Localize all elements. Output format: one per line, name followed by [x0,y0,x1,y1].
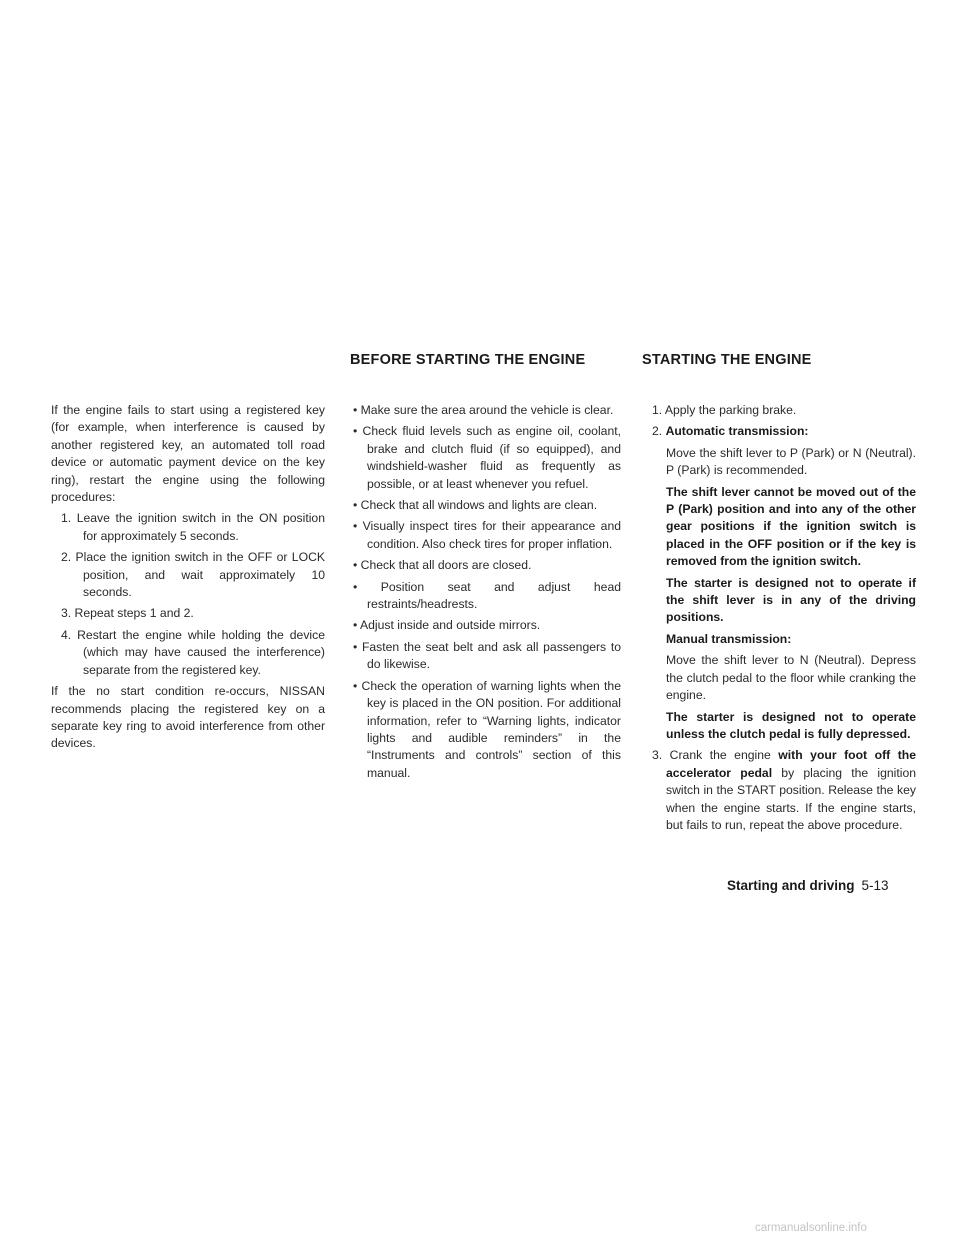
column-checklist [347,402,621,786]
list-item: • Visually inspect tires for their appearance and condition. Also check tires for proper inflation. [353,519,621,551]
list-item: • Check the operation of warning lights when the key is placed in the ON position. For additional information, refer to “Warning lights, indicator lights and audible reminders” in the “Instruments and controls” section of this manual. [353,678,621,780]
list-item: • Fasten the seat belt and ask all passengers to do likewise. [353,639,621,672]
automatic-transmission-text: Move the shift lever to P (Park) or N (Neutral). P (Park) is recommended. [666,445,916,478]
warning-starter-manual: The starter is designed not to operate unless the clutch pedal is fully depressed. [666,709,916,741]
list-item: • Make sure the area around the vehicle is clear. [353,403,614,417]
list-item [642,423,916,440]
list-item: 2. Place the ignition switch in the OFF or LOCK position, and wait approximately 10 seconds. [61,550,325,600]
intro-paragraph: If the engine fails to start using a registered key (for example, when interference is caused by another registered key, an automated toll road device or automatic payment device on the key ring), restart the engine using the following procedures: [51,403,325,505]
list-item: 1. Leave the ignition switch in the ON position for approximately 5 seconds. [61,511,325,543]
footer-section-title: Starting and driving [727,878,855,893]
list-item: • Adjust inside and outside mirrors. [353,618,541,633]
page-number: 5-13 [861,878,889,893]
list-item: 4. Restart the engine while holding the device (which may have caused the interference) separate from the registered key. [61,627,325,677]
manual-transmission-title: Manual transmission: [666,631,792,646]
heading-before-starting: BEFORE STARTING THE ENGINE [350,352,586,368]
automatic-transmission-title: Automatic transmission: [665,424,809,439]
list-item: • Check that all doors are closed. [353,558,532,573]
manual-transmission-text: Move the shift lever to N (Neutral). Depress the clutch pedal to the floor while cranking the engine. [666,653,916,703]
page-footer [727,878,889,893]
column-restart-procedure [51,402,325,757]
list-item: • Check that all windows and lights are clean. [353,498,598,513]
list-item: • Check fluid levels such as engine oil, coolant, brake and clutch fluid (if so equipped), and windshield-washer fluid as frequently as possible, or at least whenever you refuel. [353,424,621,491]
list-item: 1. Apply the parking brake. [652,403,797,417]
list-item [642,747,916,834]
list-item: • Position seat and adjust head restraints/headrests. [353,579,621,612]
warning-shift-lever: The shift lever cannot be moved out of the P (Park) position and into any of the other gear positions if the ignition switch is placed in the OFF position or if the key is removed from the ignition switch. [666,484,916,569]
step3-rest: by placing the ignition switch in the START position. Release the key when the engine starts. If the engine starts, but fails to run, repeat the above procedure. [666,765,916,832]
step3-prefix: 3. Crank the engine [652,748,779,763]
outro-paragraph: If the no start condition re-occurs, NISSAN recommends placing the registered key on a separate key ring to avoid interference from other devices. [51,684,325,751]
warning-starter-automatic: The starter is designed not to operate if the shift lever is in any of the driving positions. [666,575,916,625]
step3-emphasis: with your foot off the accelerator pedal [666,748,916,780]
step-number: 2. [652,424,663,439]
list-item: 3. Repeat steps 1 and 2. [61,606,194,621]
column-starting-steps [642,402,916,838]
heading-starting: STARTING THE ENGINE [642,352,812,368]
watermark: carmanualsonline.info [755,1222,867,1234]
